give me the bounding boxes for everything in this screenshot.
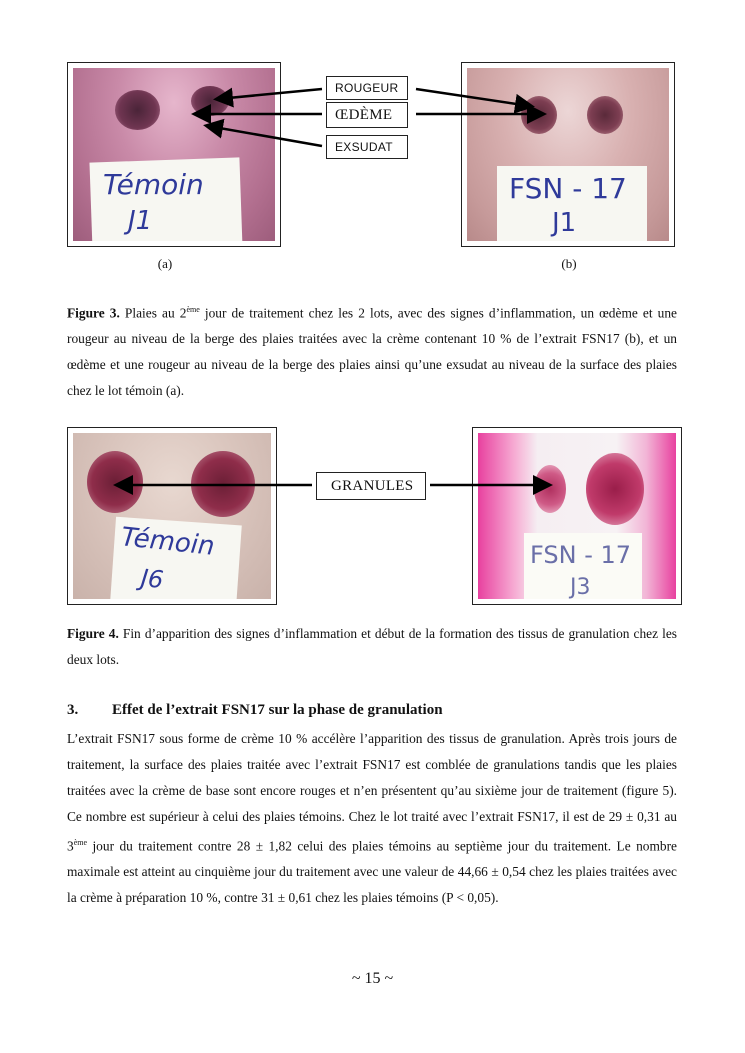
figure4-caption-label: Figure 4.	[67, 626, 119, 641]
section-paragraph	[67, 726, 677, 911]
figure3-caption-pre: Plaies au 2	[119, 305, 187, 321]
figure4-caption-text: Fin d’apparition des signes d’inflammation et début de la formation des tissus de granulation chez les deux lots.	[67, 626, 678, 667]
paragraph-part1: L’extrait FSN17 sous forme de crème 10 % accélère l’apparition des tissus de granulation. Après trois jours de traitement, la surface des plaies traitée avec l’extrait FSN17 est comblée de granulations tandis que les plaies traitées avec la crème de base sont encore rouges et n’en présentent qu’au sixième jour de traitement (figure 5). Ce nombre est supérieur à celui des plaies témoins. Chez le lot traité avec l’extrait FSN17, il est de 29 ± 0,31 au 3	[67, 731, 677, 854]
paragraph-part2: jour du traitement contre 28 ± 1,82 celui des plaies témoins au septième jour du traitement. Le nombre maximale est atteint au cinquième jour du traitement avec une valeur de 44,66 ± 0,54 chez les plaies traitées avec la crème à préparation 10 %, contre 31 ± 0,61 chez les plaies témoins (P < 0,05).	[67, 838, 677, 906]
card-text-line2: J1	[128, 206, 153, 236]
section-heading	[67, 702, 443, 719]
figure4-caption	[67, 621, 677, 673]
card-text-line1: Témoin	[103, 168, 204, 201]
figure3-caption-sup: ème	[186, 305, 200, 314]
card-text-line2: J3	[570, 575, 591, 599]
card-text-line2: J1	[552, 208, 577, 238]
label-granules-text: GRANULES	[331, 477, 414, 494]
label-exsudat-text: EXSUDAT	[335, 140, 393, 154]
paragraph-sup: ème	[73, 838, 88, 847]
card-text-line1: FSN - 17	[530, 541, 632, 569]
figure3-sublabel-a: (a)	[157, 256, 173, 271]
card-text-line1: Témoin	[119, 522, 216, 562]
label-oedeme-text: ŒDÈME	[335, 106, 393, 123]
section-number: 3.	[67, 702, 79, 718]
section-title: Effet de l’extrait FSN17 sur la phase de granulation	[112, 702, 443, 718]
card-text-line1: FSN - 17	[509, 172, 627, 205]
figure3-sublabel-b: (b)	[561, 256, 577, 271]
figure3-caption-label: Figure 3.	[67, 305, 120, 321]
card-text-line2: J6	[139, 563, 165, 595]
page-number: ~ 15 ~	[351, 970, 394, 987]
figure3-caption-text: jour de traitement chez les 2 lots, avec des signes d’inflammation, un œdème et une rougeur au niveau de la berge des plaies traitées avec la crème contenant 10 % de l’extrait FSN17 (b), et un œdème et une rougeur au niveau de la berge des plaies ainsi qu’une exsudat au niveau de la surface des plaies chez le lot témoin (a).	[67, 305, 677, 399]
label-rougeur-text: ROUGEUR	[335, 81, 399, 95]
